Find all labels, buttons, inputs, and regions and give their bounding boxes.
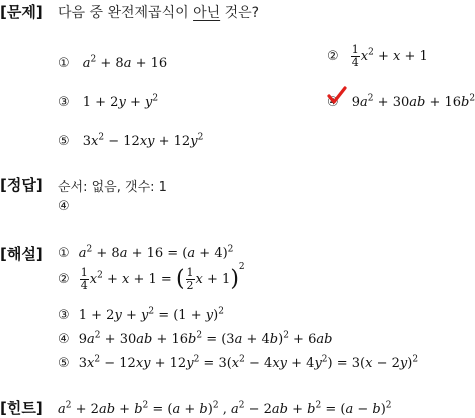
solution-line-5: ⑤ $3x^2 - 12xy + 12y^2 = 3(x^2 - 4xy + 4y^2) = 3(x - 2y)^2$ (58, 354, 419, 371)
option-expression: $\frac{1}{4}$ $x^2 + x + 1$ (351, 43, 428, 69)
solution-expression: $\frac{1}{4}$ $x^2 + x + 1$ = ( $\frac{1}{2}$ x + 1)$^2$ (80, 262, 245, 292)
check-mark-icon (326, 85, 348, 107)
option-marker: ⑤ (58, 134, 70, 149)
option-5[interactable] (58, 130, 203, 149)
solution-line-3: ③ $1 + 2y + y^2 = (1 + y)^2$ (58, 306, 224, 323)
problem-header: [문제] (0, 3, 43, 21)
answer-header: [정답] (0, 176, 43, 194)
solution-line-4: ④ $9a^2 + 30ab + 16b^2 = (3a + 4b)^2 + 6ab$ (58, 330, 333, 347)
option-expression: $9a^2 + 30ab + 16b^2$ (351, 93, 475, 110)
option-3[interactable] (58, 91, 158, 110)
hint-header: [힌트] (0, 399, 43, 417)
answer-line: 순서: 없음, 갯수: 1 (58, 180, 167, 195)
option-expression: $a^2 + 8a + 16$ (82, 54, 168, 71)
solution-line-2: ② $\frac{1}{4}$ $x^2 + x + 1$ = ( $\frac{1}{2}$ x + 1)$^2$ (58, 262, 245, 292)
solution-line-1: ① $a^2 + 8a + 16 = (a + 4)^2$ (58, 244, 234, 261)
solution-header: [해설] (0, 245, 43, 263)
question-text: 다음 중 완전제곱식이 아닌 것은? (58, 5, 260, 21)
option-4[interactable] (327, 91, 475, 110)
option-expression: $1 + 2y + y^2$ (82, 93, 159, 110)
solution-expression: $1 + 2y + y^2 = (1 + y)^2$ (78, 306, 224, 323)
solution-expression: $9a^2 + 30ab + 16b^2 = (3a + 4b)^2 + 6ab$ (78, 330, 333, 347)
solution-expression: $3x^2 - 12xy + 12y^2 = 3(x^2 - 4xy + 4y^2) = 3(x - 2y)^2$ (78, 354, 419, 371)
solution-expression: $a^2 + 8a + 16 = (a + 4)^2$ (78, 244, 234, 261)
option-marker: ④ (327, 95, 339, 110)
option-1[interactable] (58, 52, 167, 71)
option-marker: ② (327, 49, 339, 64)
option-marker: ③ (58, 95, 70, 110)
hint-expression: $a^2 + 2ab + b^2 = (a + b)^2$ , $a^2 - 2ab + b^2 = (a - b)^2$ (58, 400, 392, 417)
option-marker: ① (58, 56, 70, 71)
answer-choice: ④ (58, 199, 70, 214)
option-expression: $3x^2 - 12xy + 12y^2$ (82, 132, 204, 149)
question-emphasis: 아닌 (193, 5, 221, 21)
option-2[interactable] (327, 44, 428, 69)
